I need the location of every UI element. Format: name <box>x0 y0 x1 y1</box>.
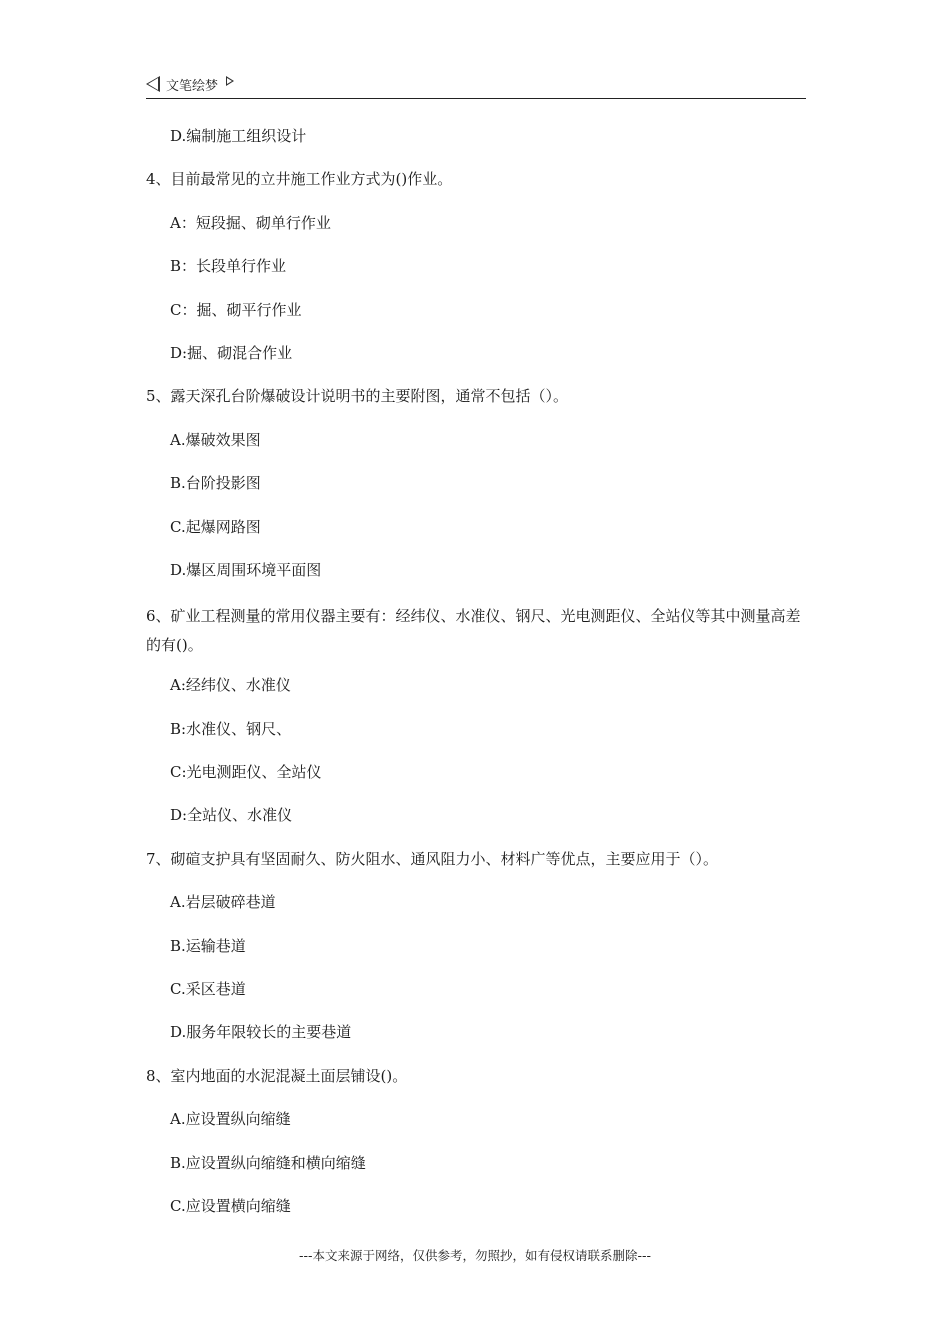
option-line: B.应设置纵向缩缝和横向缩缝 <box>170 1153 366 1172</box>
option-line: C.起爆网路图 <box>170 517 261 536</box>
option-line: A:经纬仪、水准仪 <box>170 676 291 695</box>
option-line: A.应设置纵向缩缝 <box>170 1110 291 1129</box>
question-line: 5、露天深孔台阶爆破设计说明书的主要附图，通常不包括（）。 <box>146 387 569 406</box>
option-line: D:掘、砌混合作业 <box>170 343 293 362</box>
page-footer: ---本文来源于网络，仅供参考，勿照抄，如有侵权请联系删除--- <box>298 1248 652 1263</box>
page-header <box>146 74 806 99</box>
option-line: D.服务年限较长的主要巷道 <box>170 1023 352 1042</box>
option-line: C.采区巷道 <box>170 980 246 999</box>
question-line: 8、室内地面的水泥混凝土面层铺设()。 <box>146 1066 408 1085</box>
triangle-left-icon <box>146 76 160 92</box>
option-line: C:光电测距仪、全站仪 <box>170 763 322 782</box>
option-line: C：掘、砌平行作业 <box>170 300 302 319</box>
document-body <box>146 125 808 1238</box>
question-line: 7、砌碹支护具有坚固耐久、防火阻水、通风阻力小、材料广等优点，主要应用于（）。 <box>146 849 719 868</box>
option-line: D.编制施工组织设计 <box>170 127 307 145</box>
option-line: C.应设置横向缩缝 <box>170 1196 291 1215</box>
header-brand <box>146 74 234 94</box>
question-line: 6、矿业工程测量的常用仪器主要有：经纬仪、水准仪、钢尺、光电测距仪、全站仪等其中测量高差的有()。 <box>146 607 801 655</box>
option-line: B.台阶投影图 <box>170 474 261 493</box>
option-line: A.岩层破碎巷道 <box>170 893 276 912</box>
option-line: B:水准仪、钢尺、 <box>170 719 292 738</box>
triangle-right-icon <box>226 76 234 86</box>
option-line: A.爆破效果图 <box>170 430 261 449</box>
option-line: B：长段单行作业 <box>170 257 287 276</box>
option-line: A：短段掘、砌单行作业 <box>170 213 331 232</box>
option-line: D:全站仪、水准仪 <box>170 806 293 825</box>
header-title: 文笔绘梦 <box>166 78 219 94</box>
question-line: 4、目前最常见的立井施工作业方式为()作业。 <box>146 170 453 189</box>
option-line: B.运输巷道 <box>170 936 246 955</box>
option-line: D.爆区周围环境平面图 <box>170 560 322 579</box>
